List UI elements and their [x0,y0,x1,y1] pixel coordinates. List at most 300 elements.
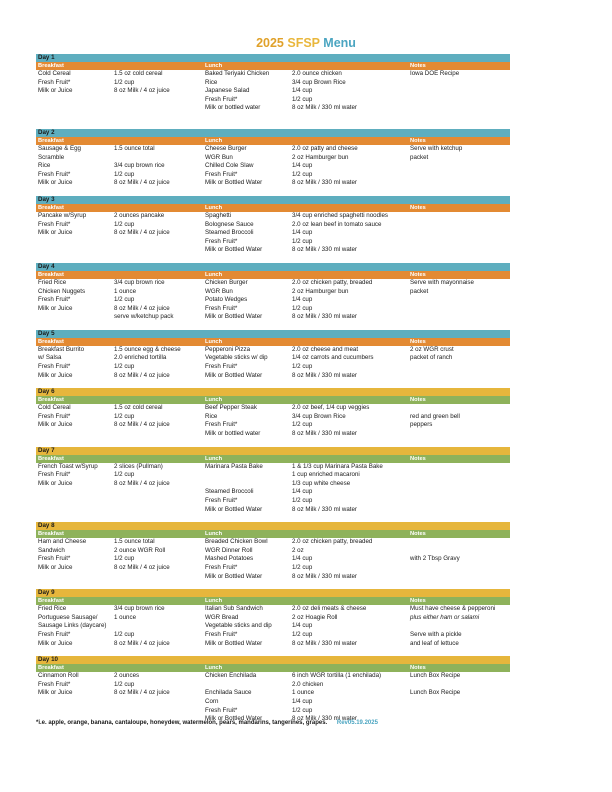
menu-row [36,672,510,681]
day-section [36,589,510,648]
menu-row [36,573,510,582]
menu-row [36,279,510,288]
note: plus either ham or salami [410,613,480,621]
menu-row [36,506,510,515]
menu-row [36,179,510,188]
menu-row [36,622,510,631]
title-menu: Menu [323,36,356,50]
menu-days [36,54,510,724]
menu-row [36,372,510,381]
lunch-item: WGR Bread [205,613,239,621]
breakfast-header: Breakfast [38,204,64,211]
menu-row [36,640,510,649]
day-header: Day 3 [36,196,510,204]
note: 2 oz WGR crust [410,345,454,353]
footer [36,720,378,726]
menu-row [36,162,510,171]
breakfast-portion: 8 oz Milk / 4 oz juice [114,179,170,187]
note: packet [410,153,429,161]
breakfast-item: Milk or Juice [38,371,73,379]
column-header-bar [36,338,510,346]
lunch-portion: 8 oz Milk / 330 ml water [292,179,357,187]
breakfast-portion: 3/4 cup brown rice [114,605,165,613]
notes-header: Notes [410,204,426,211]
breakfast-item: Milk or Juice [38,639,73,647]
lunch-item: Milk or Bottled Water [205,715,263,723]
revision-label: Rev05.19.2025 [336,720,378,726]
breakfast-item: Fresh Fruit* [38,363,71,371]
lunch-item: Italian Sub Sandwich [205,605,263,613]
menu-row [36,614,510,623]
lunch-portion: 8 oz Milk / 330 ml water [292,313,357,321]
lunch-item: Milk or Bottled Water [205,639,263,647]
lunch-item: Milk or Bottled Water [205,246,263,254]
column-header-bar [36,530,510,538]
breakfast-portion: 1.5 oz cold cereal [114,70,163,77]
breakfast-header: Breakfast [38,531,64,538]
breakfast-item: Fresh Fruit* [38,680,71,688]
lunch-portion: 1/2 cup [292,170,313,178]
note: Iowa DOE Recipe [410,70,460,77]
menu-row [36,212,510,221]
menu-row [36,305,510,314]
day-header: Day 8 [36,522,510,530]
note: Lunch Box Recipe [410,672,461,680]
breakfast-item: Fresh Fruit* [38,630,71,638]
breakfast-item: French Toast w/Syrup [38,462,98,470]
lunch-portion: 8 oz Milk / 330 ml water [292,371,357,379]
lunch-portion: 1/2 cup [292,630,313,638]
breakfast-portion: 1/2 cup [114,363,135,371]
column-header-bar [36,137,510,145]
column-header-bar [36,455,510,463]
lunch-portion: 2.0 oz beef, 1/4 cup veggies [292,404,370,412]
lunch-item: Enchilada Sauce [205,689,252,697]
menu-row [36,104,510,113]
breakfast-header: Breakfast [38,598,64,605]
notes-header: Notes [410,665,426,672]
note: Serve with ketchup [410,144,463,152]
menu-row [36,463,510,472]
lunch-header: Lunch [205,455,223,462]
menu-row [36,547,510,556]
breakfast-portion: 1/2 cup [114,680,135,688]
menu-row [36,631,510,640]
lunch-header: Lunch [205,204,223,211]
breakfast-item: Scramble [38,153,65,161]
lunch-portion: 2 oz [292,546,304,554]
breakfast-item: Milk or Juice [38,421,73,429]
breakfast-item: Cinnamon Roll [38,672,79,680]
day-section [36,447,510,515]
lunch-item: Vegetable sticks and dip [205,622,272,630]
menu-row [36,605,510,614]
breakfast-portion: 1 ounce [114,287,137,295]
menu-row [36,296,510,305]
lunch-item: Fresh Fruit* [205,95,238,103]
breakfast-item: Rice [38,162,51,170]
menu-row [36,145,510,154]
lunch-portion: 3/4 cup Brown Rice [292,412,346,420]
lunch-item: Milk or Bottled Water [205,505,263,513]
breakfast-item: Milk or Juice [38,563,73,571]
lunch-item: Marinara Pasta Bake [205,462,263,470]
note: Serve with a pickle [410,630,462,638]
lunch-portion: 3/4 cup enriched spaghetti noodles [292,211,388,219]
menu-row [36,413,510,422]
note: Must have cheese & pepperoni [410,605,496,613]
lunch-portion: 8 oz Milk / 330 ml water [292,715,357,723]
lunch-portion: 1/2 cup [292,237,313,245]
lunch-portion: 8 oz Milk / 330 ml water [292,572,357,580]
notes-header: Notes [410,137,426,144]
lunch-portion: 1 & 1/3 cup Marinara Pasta Bake [292,462,383,470]
lunch-portion: 2 oz Hoagie Roll [292,613,338,621]
lunch-item: WGR Dinner Roll [205,546,253,554]
lunch-portion: 1/2 cup [292,363,313,371]
lunch-portion: 1/4 cup [292,622,313,630]
lunch-header: Lunch [205,598,223,605]
breakfast-item: Pancake w/Syrup [38,211,87,219]
day-section [36,388,510,438]
lunch-portion: 1/2 cup [292,563,313,571]
note: Lunch Box Recipe [410,689,461,697]
menu-row [36,70,510,79]
menu-row [36,421,510,430]
day-section [36,196,510,255]
breakfast-item: Fresh Fruit* [38,170,71,178]
lunch-portion: 3/4 cup Brown Rice [292,78,346,86]
breakfast-portion: 8 oz Milk / 4 oz juice [114,371,170,379]
lunch-item: Milk or Bottled Water [205,179,263,187]
lunch-portion: 1/2 cup [292,304,313,312]
lunch-portion: 2.0 ounce chicken [292,70,342,77]
breakfast-portion: 2.0 enriched tortilla [114,354,167,362]
day-section [36,263,510,322]
menu-row [36,471,510,480]
lunch-item: Fresh Fruit* [205,237,238,245]
breakfast-portion: 8 oz Milk / 4 oz juice [114,563,170,571]
menu-row [36,96,510,105]
lunch-item: Fresh Fruit* [205,497,238,504]
day-header: Day 6 [36,388,510,396]
breakfast-portion: 3/4 cup brown rice [114,162,165,170]
lunch-item: WGR Bun [205,153,233,161]
lunch-item: Milk or Bottled Water [205,572,263,580]
lunch-portion: 2.0 oz chicken patty, breaded [292,538,373,546]
lunch-portion: 1/4 cup [292,488,313,496]
breakfast-item: Sandwich [38,546,65,554]
title-year: 2025 [256,36,284,50]
day-header: Day 7 [36,447,510,455]
breakfast-portion: 1/2 cup [114,555,135,563]
lunch-item: Milk or Bottled Water [205,371,263,379]
lunch-portion: 1/2 cup [292,95,313,103]
menu-row [36,238,510,247]
lunch-item: Fresh Fruit* [205,304,238,312]
menu-row [36,480,510,489]
lunch-item: Rice [205,78,218,86]
breakfast-item: Fried Rice [38,605,67,613]
menu-row [36,79,510,88]
breakfast-portion: 8 oz Milk / 4 oz juice [114,479,170,487]
column-header-bar [36,597,510,605]
lunch-portion: 2.0 oz lean beef in tomato sauce [292,220,382,228]
notes-header: Notes [410,338,426,345]
breakfast-portion: serve w/ketchup pack [114,313,174,321]
lunch-item: Milk or bottled water [205,104,261,112]
day-header: Day 1 [36,54,510,62]
breakfast-portion: 8 oz Milk / 4 oz juice [114,689,170,697]
lunch-portion: 1/4 cup [292,296,313,304]
lunch-portion: 2.0 oz deli meats & cheese [292,605,367,613]
lunch-item: Rice [205,412,218,420]
lunch-item: Pepperoni Pizza [205,345,251,353]
lunch-item: Fresh Fruit* [205,563,238,571]
lunch-item: Chicken Burger [205,278,248,286]
breakfast-portion: 1 ounce [114,613,137,621]
breakfast-header: Breakfast [38,63,64,69]
breakfast-portion: 1/2 cup [114,412,135,420]
breakfast-portion: 1.5 ounce total [114,538,155,546]
breakfast-header: Breakfast [38,397,64,404]
breakfast-item: Cold Cereal [38,404,71,412]
day-section [36,330,510,380]
breakfast-item: Sausage Links (daycare) [38,622,107,630]
lunch-portion: 2.0 oz chicken patty, breaded [292,278,373,286]
day-header: Day 2 [36,129,510,137]
breakfast-item: Chicken Nuggets [38,287,86,295]
note: and leaf of lettuce [410,639,459,647]
breakfast-item: Milk or Juice [38,304,73,312]
lunch-item: Potato Wedges [205,296,248,304]
menu-row [36,404,510,413]
menu-row [36,488,510,497]
lunch-item: Chicken Enchilada [205,672,257,680]
breakfast-header: Breakfast [38,137,64,144]
breakfast-portion: 8 oz Milk / 4 oz juice [114,639,170,647]
breakfast-item: Milk or Juice [38,87,73,95]
breakfast-item: Breakfast Burrito [38,345,85,353]
breakfast-item: Fresh Fruit* [38,471,71,479]
lunch-portion: 8 oz Milk / 330 ml water [292,246,357,254]
breakfast-portion: 1/2 cup [114,630,135,638]
menu-row [36,538,510,547]
notes-header: Notes [410,531,426,538]
breakfast-item: Ham and Cheese [38,538,87,546]
menu-row [36,698,510,707]
breakfast-item: Fresh Fruit* [38,78,71,86]
notes-header: Notes [410,598,426,605]
lunch-item: Spaghetti [205,211,232,219]
note: red and green bell [410,412,460,420]
lunch-portion: 2 oz Hamburger bun [292,153,349,161]
breakfast-item: Fried Rice [38,278,67,286]
lunch-portion: 1 cup enriched macaroni [292,471,360,479]
notes-header: Notes [410,455,426,462]
lunch-portion: 1/4 cup [292,697,313,705]
lunch-item: Corn [205,697,219,705]
note: packet of ranch [410,354,453,362]
breakfast-header: Breakfast [38,455,64,462]
lunch-portion: 1/4 oz carrots and cucumbers [292,354,374,362]
column-header-bar [36,271,510,279]
breakfast-portion: 1/2 cup [114,78,135,86]
menu-row [36,363,510,372]
breakfast-item: Fresh Fruit* [38,555,71,563]
day-section [36,129,510,188]
breakfast-header: Breakfast [38,271,64,278]
breakfast-portion: 2 ounce WGR Roll [114,546,166,554]
day-header: Day 9 [36,589,510,597]
lunch-portion: 2.0 oz cheese and meat [292,345,359,353]
breakfast-portion: 1.5 ounce egg & cheese [114,345,181,353]
lunch-item: Fresh Fruit* [205,706,238,714]
breakfast-item: Fresh Fruit* [38,220,71,228]
day-header: Day 5 [36,330,510,338]
breakfast-item: Fresh Fruit* [38,412,71,420]
notes-header: Notes [410,63,426,69]
menu-row [36,246,510,255]
breakfast-item: Cold Cereal [38,70,71,77]
note: Serve with mayonnaise [410,278,474,286]
menu-row [36,354,510,363]
notes-header: Notes [410,397,426,404]
lunch-item: Milk or Bottled Water [205,313,263,321]
lunch-portion: 1/4 cup [292,87,313,95]
breakfast-portion: 8 oz Milk / 4 oz juice [114,229,170,237]
lunch-portion: 1/2 cup [292,497,313,504]
day-section [36,54,510,113]
breakfast-portion: 1.5 ounce total [114,144,155,152]
lunch-portion: 1/4 cup [292,555,313,563]
menu-row [36,689,510,698]
menu-row [36,681,510,690]
breakfast-item: Milk or Juice [38,689,73,697]
lunch-portion: 1/4 cup [292,229,313,237]
lunch-item: Steamed Broccoli [205,488,254,496]
column-header-bar [36,396,510,404]
breakfast-portion: 1/2 cup [114,471,135,479]
day-section [36,522,510,581]
lunch-item: Fresh Fruit* [205,630,238,638]
lunch-item: Mashed Potatoes [205,555,254,563]
lunch-item: Steamed Broccoli [205,229,254,237]
day-header: Day 10 [36,656,510,664]
breakfast-header: Breakfast [38,665,64,672]
note: packet [410,287,429,295]
menu-row [36,346,510,355]
title-program: SFSP [287,36,320,50]
lunch-portion: 6 inch WGR tortilla (1 enchilada) [292,672,382,680]
lunch-portion: 1/2 cup [292,421,313,429]
lunch-portion: 1/4 cup [292,162,313,170]
breakfast-portion: 2 ounces [114,672,140,680]
lunch-portion: 2.0 chicken [292,680,324,688]
menu-row [36,313,510,322]
lunch-item: Baked Teriyaki Chicken [205,70,270,77]
menu-row [36,288,510,297]
lunch-header: Lunch [205,338,223,345]
lunch-item: Fresh Fruit* [205,363,238,371]
menu-row [36,87,510,96]
menu-row [36,497,510,506]
breakfast-portion: 1.5 oz cold cereal [114,404,163,412]
breakfast-portion: 1/2 cup [114,296,135,304]
menu-row [36,229,510,238]
breakfast-portion: 1/2 cup [114,220,135,228]
page-title [0,36,612,50]
lunch-item: Fresh Fruit* [205,170,238,178]
note: with 2 Tbsp Gravy [410,555,460,563]
fruit-footnote: *i.e. apple, orange, banana, cantaloupe, honeydew, watermelon, pears, mandarins, tangerines, grapes. [36,720,328,726]
day-section [36,656,510,724]
lunch-portion: 8 oz Milk / 330 ml water [292,505,357,513]
lunch-item: Bolognese Sauce [205,220,254,228]
lunch-header: Lunch [205,137,223,144]
lunch-item: WGR Bun [205,287,233,295]
lunch-item: Japanese Salad [205,87,250,95]
lunch-item: Breaded Chicken Bowl [205,538,268,546]
lunch-header: Lunch [205,397,223,404]
breakfast-item: Fresh Fruit* [38,296,71,304]
lunch-portion: 2 oz Hamburger bun [292,287,349,295]
lunch-item: Beef Pepper Steak [205,404,257,412]
lunch-item: Milk or bottled water [205,430,261,438]
lunch-portion: 8 oz Milk / 330 ml water [292,639,357,647]
lunch-item: Vegetable sticks w/ dip [205,354,268,362]
breakfast-portion: 1/2 cup [114,170,135,178]
lunch-header: Lunch [205,271,223,278]
breakfast-portion: 8 oz Milk / 4 oz juice [114,421,170,429]
breakfast-header: Breakfast [38,338,64,345]
lunch-portion: 1/2 cup [292,706,313,714]
breakfast-portion: 3/4 cup brown rice [114,278,165,286]
menu-row [36,221,510,230]
day-header: Day 4 [36,263,510,271]
breakfast-portion: 8 oz Milk / 4 oz juice [114,304,170,312]
breakfast-item: Milk or Juice [38,479,73,487]
breakfast-item: Milk or Juice [38,179,73,187]
breakfast-item: w/ Salsa [38,354,62,362]
menu-row [36,430,510,439]
lunch-item: Chilled Cole Slaw [205,162,254,170]
lunch-portion: 2.0 oz patty and cheese [292,144,358,152]
menu-row [36,564,510,573]
lunch-portion: 1/3 cup white cheese [292,479,351,487]
breakfast-item: Milk or Juice [38,229,73,237]
breakfast-portion: 2 ounces pancake [114,211,165,219]
lunch-header: Lunch [205,665,223,672]
lunch-item: Cheese Burger [205,144,247,152]
column-header-bar [36,62,510,70]
lunch-header: Lunch [205,63,223,69]
breakfast-portion: 8 oz Milk / 4 oz juice [114,87,170,95]
breakfast-item: Portuguese Sausage/ [38,613,98,621]
menu-row [36,154,510,163]
menu-row [36,555,510,564]
breakfast-portion: 2 slices (Pullman) [114,462,163,470]
menu-row [36,707,510,716]
column-header-bar [36,204,510,212]
menu-row [36,171,510,180]
lunch-item: Fresh Fruit* [205,421,238,429]
notes-header: Notes [410,271,426,278]
lunch-portion: 1 ounce [292,689,315,697]
breakfast-item: Sausage & Egg [38,144,82,152]
note: peppers [410,421,433,429]
lunch-header: Lunch [205,531,223,538]
